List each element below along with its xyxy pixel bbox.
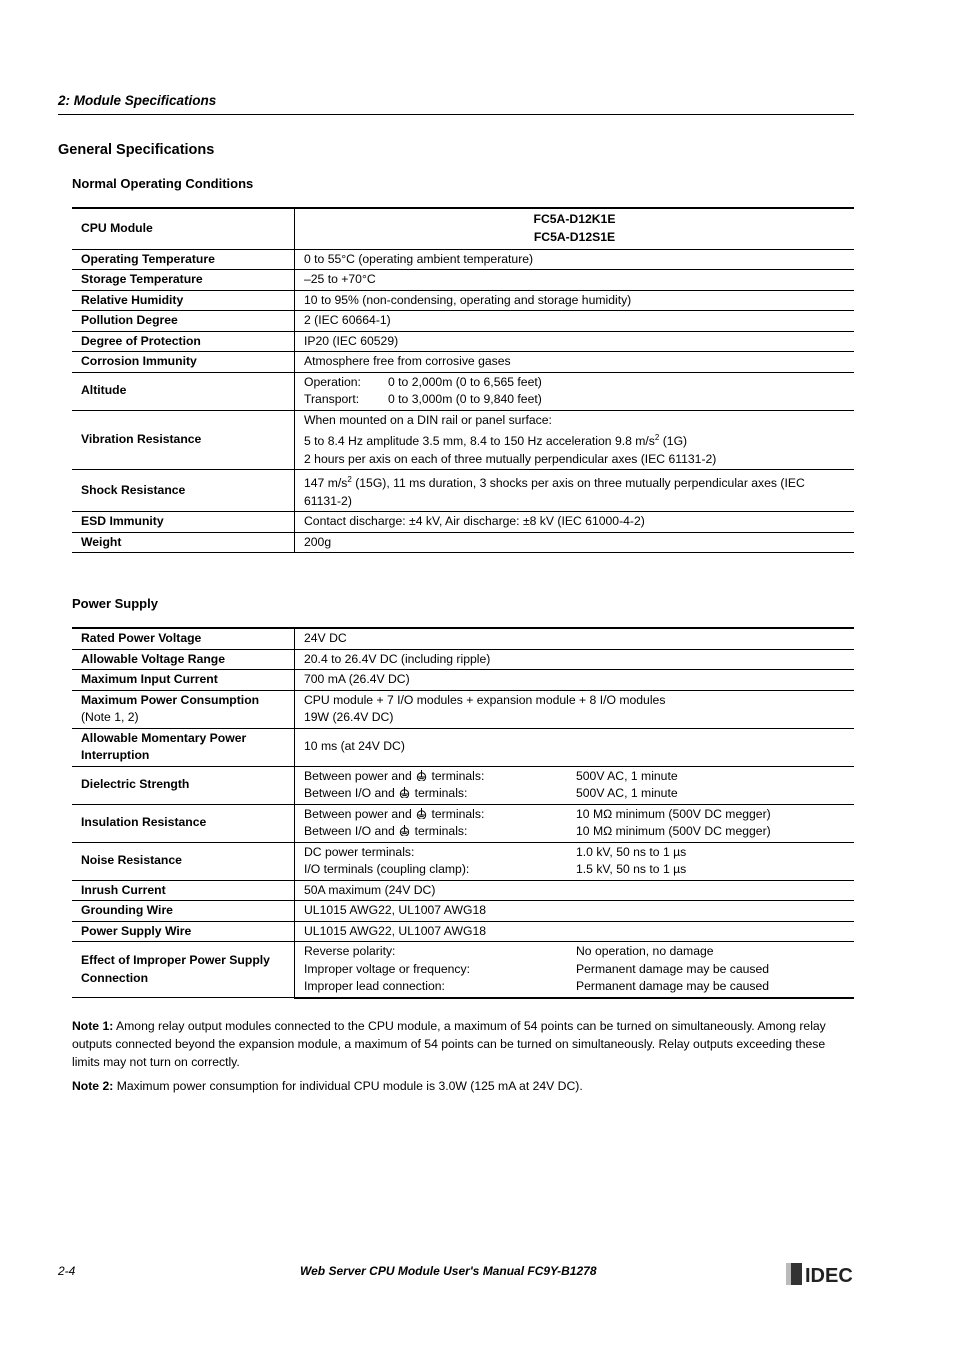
- dielectric-label: Dielectric Strength: [72, 766, 295, 804]
- dielectric-value: [295, 766, 855, 804]
- insulation-line-1-right: 10 MΩ minimum (500V DC megger): [576, 806, 771, 821]
- note-1-text: Among relay output modules connected to the CPU module, a maximum of 54 points can be turned on simultaneously. Among relay outputs connected beyond the expansion module, a maximum of 54 points can be turned on simultaneously. Relay outputs exceeding these limits may not turn on correctly.: [72, 1019, 826, 1069]
- altitude-transport-value: 0 to 3,000m (0 to 9,840 feet): [388, 392, 542, 406]
- ground-icon: [398, 825, 411, 836]
- noise-line-2-left: I/O terminals (coupling clamp):: [304, 862, 470, 876]
- row-label: Pollution Degree: [72, 311, 295, 332]
- shock-value: [295, 470, 855, 512]
- esd-label: ESD Immunity: [72, 512, 295, 533]
- vibration-label: Vibration Resistance: [72, 410, 295, 470]
- note-1-label: Note 1:: [72, 1019, 114, 1033]
- cpu-model-1: FC5A-D12K1E: [533, 212, 616, 227]
- improper-value: [295, 942, 855, 998]
- weight-value: 200g: [295, 532, 855, 553]
- row-value: IP20 (IEC 60529): [295, 331, 855, 352]
- dielectric-line-1-suffix: terminals:: [428, 768, 485, 783]
- momentary-label: Allowable Momentary Power Interruption: [72, 728, 295, 766]
- noise-line-1-left: DC power terminals:: [304, 844, 415, 859]
- max-consumption-title: Maximum Power Consumption: [81, 692, 260, 707]
- table-row: [72, 331, 854, 352]
- max-input-value: 700 mA (26.4V DC): [295, 670, 855, 691]
- voltage-range-value: 20.4 to 26.4V DC (including ripple): [295, 649, 855, 670]
- vibration-line-3: 2 hours per axis on each of three mutually perpendicular axes (IEC 61131-2): [304, 451, 717, 466]
- noise-label: Noise Resistance: [72, 842, 295, 880]
- table-row: [72, 842, 854, 880]
- table-row: [72, 290, 854, 311]
- vibration-line-1: When mounted on a DIN rail or panel surface:: [304, 412, 552, 427]
- dielectric-line-1-right: 500V AC, 1 minute: [576, 768, 678, 783]
- note-1: [72, 1017, 854, 1071]
- table-row: [72, 921, 854, 942]
- table-row: [72, 880, 854, 901]
- table-row: [72, 311, 854, 332]
- section-title: General Specifications: [58, 142, 215, 158]
- table-row: [72, 270, 854, 291]
- table-row: [72, 208, 854, 249]
- max-consumption-label: [72, 690, 295, 728]
- normal-conditions-table: [72, 207, 854, 553]
- inrush-value: 50A maximum (24V DC): [295, 880, 855, 901]
- table-row: [72, 512, 854, 533]
- altitude-value: [295, 372, 855, 410]
- row-label: Storage Temperature: [72, 270, 295, 291]
- max-consumption-note: (Note 1, 2): [81, 710, 139, 724]
- table-row: [72, 649, 854, 670]
- chapter-title: 2: Module Specifications: [58, 93, 217, 108]
- altitude-operation-value: 0 to 2,000m (0 to 6,565 feet): [388, 374, 542, 389]
- insulation-line-1-suffix: terminals:: [428, 806, 485, 821]
- improper-label: Effect of Improper Power Supply Connection: [72, 942, 295, 998]
- row-value: –25 to +70°C: [295, 270, 855, 291]
- manual-title: Web Server CPU Module User's Manual FC9Y-B1278: [300, 1264, 597, 1278]
- note-2: [72, 1077, 854, 1095]
- power-supply-table: [72, 627, 854, 999]
- power-supply-title: Power Supply: [72, 596, 158, 611]
- page-number: 2-4: [58, 1264, 76, 1278]
- noise-value: [295, 842, 855, 880]
- dielectric-line-2-left: Between I/O and: [304, 786, 399, 800]
- noise-line-1-right: 1.0 kV, 50 ns to 1 µs: [576, 844, 687, 859]
- esd-value: Contact discharge: ±4 kV, Air discharge: ±8 kV (IEC 61000-4-2): [295, 512, 855, 533]
- table-row: [72, 532, 854, 553]
- grounding-label: Grounding Wire: [72, 901, 295, 922]
- ground-icon: [415, 808, 428, 819]
- table-row: [72, 410, 854, 470]
- weight-label: Weight: [72, 532, 295, 553]
- rated-voltage-label: Rated Power Voltage: [72, 628, 295, 649]
- grounding-value: UL1015 AWG22, UL1007 AWG18: [295, 901, 855, 922]
- table-row: [72, 470, 854, 512]
- shock-label: Shock Resistance: [72, 470, 295, 512]
- insulation-line-2-right: 10 MΩ minimum (500V DC megger): [576, 824, 771, 838]
- cpu-module-label: CPU Module: [72, 208, 295, 249]
- chapter-header: [58, 93, 854, 115]
- table-row: [72, 901, 854, 922]
- supply-wire-label: Power Supply Wire: [72, 921, 295, 942]
- vibration-line-2: [304, 429, 845, 451]
- insulation-line-2-suffix: terminals:: [411, 824, 468, 838]
- row-value: 10 to 95% (non-condensing, operating and storage humidity): [295, 290, 855, 311]
- shock-superscript: 2: [347, 475, 352, 485]
- improper-line-1-right: No operation, no damage: [576, 944, 714, 958]
- dielectric-line-2-suffix: terminals:: [411, 786, 468, 800]
- vibration-superscript: 2: [654, 433, 660, 442]
- improper-line-1-left: Reverse polarity:: [304, 944, 396, 958]
- voltage-range-label: Allowable Voltage Range: [72, 649, 295, 670]
- vibration-line-2-text: 5 to 8.4 Hz amplitude 3.5 mm, 8.4 to 150 Hz acceleration 9.8 m/s: [304, 434, 655, 449]
- normal-conditions-title: Normal Operating Conditions: [72, 176, 254, 191]
- table-row: [72, 670, 854, 691]
- row-value: Atmosphere free from corrosive gases: [295, 352, 855, 373]
- logo-text: IDEC: [805, 1265, 853, 1286]
- row-value: 0 to 55°C (operating ambient temperature): [295, 249, 855, 270]
- max-consumption-line-1: CPU module + 7 I/O modules + expansion module + 8 I/O modules: [304, 692, 666, 707]
- table-row: [72, 766, 854, 804]
- table-row: [72, 690, 854, 728]
- table-row: [72, 352, 854, 373]
- table-row: [72, 804, 854, 842]
- table-row: [72, 249, 854, 270]
- row-value: 2 (IEC 60664-1): [295, 311, 855, 332]
- row-label: Corrosion Immunity: [72, 352, 295, 373]
- ground-icon: [415, 770, 428, 781]
- cpu-model-2: FC5A-D12S1E: [533, 229, 616, 244]
- shock-text: 147 m/s: [304, 476, 348, 491]
- ground-icon: [398, 787, 411, 798]
- table-row: [72, 728, 854, 766]
- table-row: [72, 942, 854, 998]
- cpu-models: [295, 208, 855, 249]
- insulation-label: Insulation Resistance: [72, 804, 295, 842]
- note-2-label: Note 2:: [72, 1079, 114, 1093]
- momentary-value: 10 ms (at 24V DC): [295, 728, 855, 766]
- insulation-line-2-left: Between I/O and: [304, 824, 399, 838]
- idec-logo: [786, 1262, 856, 1286]
- improper-line-3-left: Improper lead connection:: [304, 979, 445, 993]
- improper-line-2-left: Improper voltage or frequency:: [304, 961, 470, 976]
- max-consumption-value: [295, 690, 855, 728]
- insulation-line-1-left: Between power and: [304, 806, 416, 821]
- insulation-value: [295, 804, 855, 842]
- vibration-value: [295, 410, 855, 470]
- row-label: Operating Temperature: [72, 249, 295, 270]
- dielectric-line-2-right: 500V AC, 1 minute: [576, 786, 678, 800]
- altitude-transport-label: Transport:: [304, 392, 360, 406]
- dielectric-line-1-left: Between power and: [304, 768, 416, 783]
- max-consumption-line-2: 19W (26.4V DC): [304, 710, 394, 724]
- inrush-label: Inrush Current: [72, 880, 295, 901]
- vibration-line-2-suffix: (1G): [659, 434, 688, 449]
- table-row: [72, 372, 854, 410]
- note-2-text: Maximum power consumption for individual CPU module is 3.0W (125 mA at 24V DC).: [113, 1079, 583, 1093]
- table-row: [72, 628, 854, 649]
- altitude-operation-label: Operation:: [304, 374, 361, 389]
- rated-voltage-value: 24V DC: [295, 628, 855, 649]
- improper-line-2-right: Permanent damage may be caused: [576, 961, 770, 976]
- max-input-label: Maximum Input Current: [72, 670, 295, 691]
- improper-line-3-right: Permanent damage may be caused: [576, 979, 770, 993]
- row-label: Relative Humidity: [72, 290, 295, 311]
- shock-text-rest: (15G), 11 ms duration, 3 shocks per axis on three mutually perpendicular axes (IEC 61131-2): [304, 476, 805, 508]
- row-label: Degree of Protection: [72, 331, 295, 352]
- noise-line-2-right: 1.5 kV, 50 ns to 1 µs: [576, 862, 687, 876]
- altitude-label: Altitude: [72, 372, 295, 410]
- supply-wire-value: UL1015 AWG22, UL1007 AWG18: [295, 921, 855, 942]
